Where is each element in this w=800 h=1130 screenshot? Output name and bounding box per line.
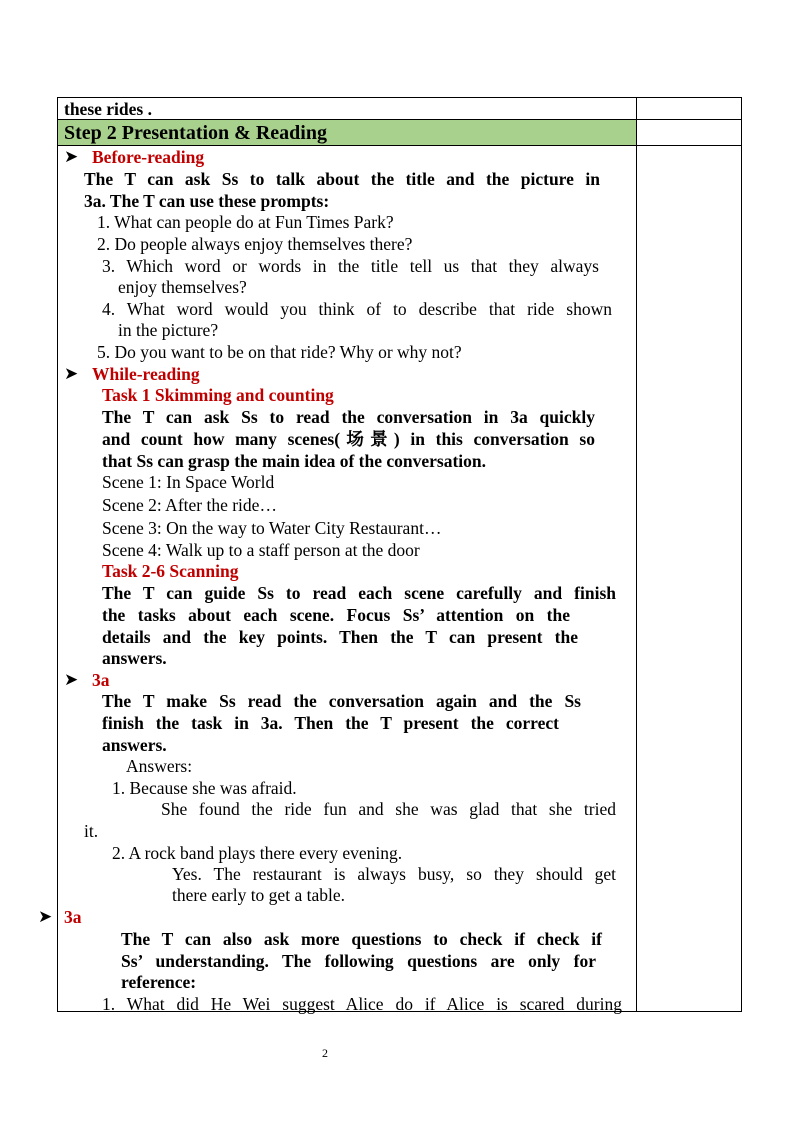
question-item: 1. What did He Wei suggest Alice do if Alice is scared during	[102, 994, 622, 1014]
bullet-arrow-icon: ➤	[64, 147, 79, 166]
prompt-item: in the picture?	[118, 320, 219, 340]
section-3a-line: The T can also ask more questions to check if check if	[121, 929, 602, 949]
prompt-item: 2. Do people always enjoy themselves there?	[97, 234, 413, 254]
task2-line: answers.	[102, 648, 167, 668]
section-3a-line: The T make Ss read the conversation again and the Ss	[102, 691, 581, 711]
prompt-item: 3. Which word or words in the title tell us that they always	[102, 256, 599, 276]
before-reading-heading: Before-reading	[92, 147, 205, 167]
task1-line: The T can ask Ss to read the conversation in 3a quickly	[102, 407, 595, 427]
answer-item: there early to get a table.	[172, 885, 345, 905]
prompt-item: 4. What word would you think of to describe that ride shown	[102, 299, 612, 319]
answer-item: 2. A rock band plays there every evening.	[112, 843, 403, 863]
while-reading-heading: While-reading	[92, 364, 200, 384]
scene-item: Scene 1: In Space World	[102, 472, 275, 492]
row-top-text: these rides .	[64, 99, 152, 119]
task2-line: details and the key points. Then the T can present the	[102, 627, 578, 647]
task1-line: that Ss can grasp the main idea of the conversation.	[102, 451, 487, 471]
answer-item: Yes. The restaurant is always busy, so they should get	[172, 864, 616, 884]
scene-item: Scene 2: After the ride…	[102, 495, 277, 515]
answer-item: She found the ride fun and she was glad that she tried	[161, 799, 616, 819]
section-3a-heading: 3a	[92, 670, 110, 690]
task2-line: The T can guide Ss to read each scene carefully and finish	[102, 583, 616, 603]
task2-heading: Task 2-6 Scanning	[102, 561, 239, 581]
task1-line: and count how many scenes(场景) in this conversation so	[102, 429, 595, 449]
answers-label: Answers:	[126, 756, 193, 776]
section-3a-heading: 3a	[64, 907, 82, 927]
scene-item: Scene 3: On the way to Water City Restaurant…	[102, 518, 442, 538]
section-3a-line: Ss’ understanding. The following questions are only for	[121, 951, 596, 971]
page-number: 2	[322, 1046, 328, 1060]
section-3a-line: answers.	[102, 735, 167, 755]
answer-item: 1. Because she was afraid.	[112, 778, 297, 798]
scene-item: Scene 4: Walk up to a staff person at the door	[102, 540, 420, 560]
column-divider	[636, 98, 637, 1011]
prompt-item: enjoy themselves?	[118, 277, 247, 297]
prompt-item: 5. Do you want to be on that ride? Why or why not?	[97, 342, 462, 362]
before-reading-instruction: The T can ask Ss to talk about the title and the picture in	[84, 169, 600, 189]
bullet-arrow-icon: ➤	[38, 907, 53, 926]
answer-item: it.	[84, 821, 99, 841]
prompt-item: 1. What can people do at Fun Times Park?	[97, 212, 394, 232]
section-3a-line: reference:	[121, 972, 197, 992]
bullet-arrow-icon: ➤	[64, 364, 79, 383]
before-reading-instruction: 3a. The T can use these prompts:	[84, 191, 330, 211]
task1-heading: Task 1 Skimming and counting	[102, 385, 334, 405]
task2-line: the tasks about each scene. Focus Ss’ attention on the	[102, 605, 570, 625]
section-3a-line: finish the task in 3a. Then the T present the correct	[102, 713, 559, 733]
step-heading: Step 2 Presentation & Reading	[64, 122, 327, 144]
bullet-arrow-icon: ➤	[64, 670, 79, 689]
